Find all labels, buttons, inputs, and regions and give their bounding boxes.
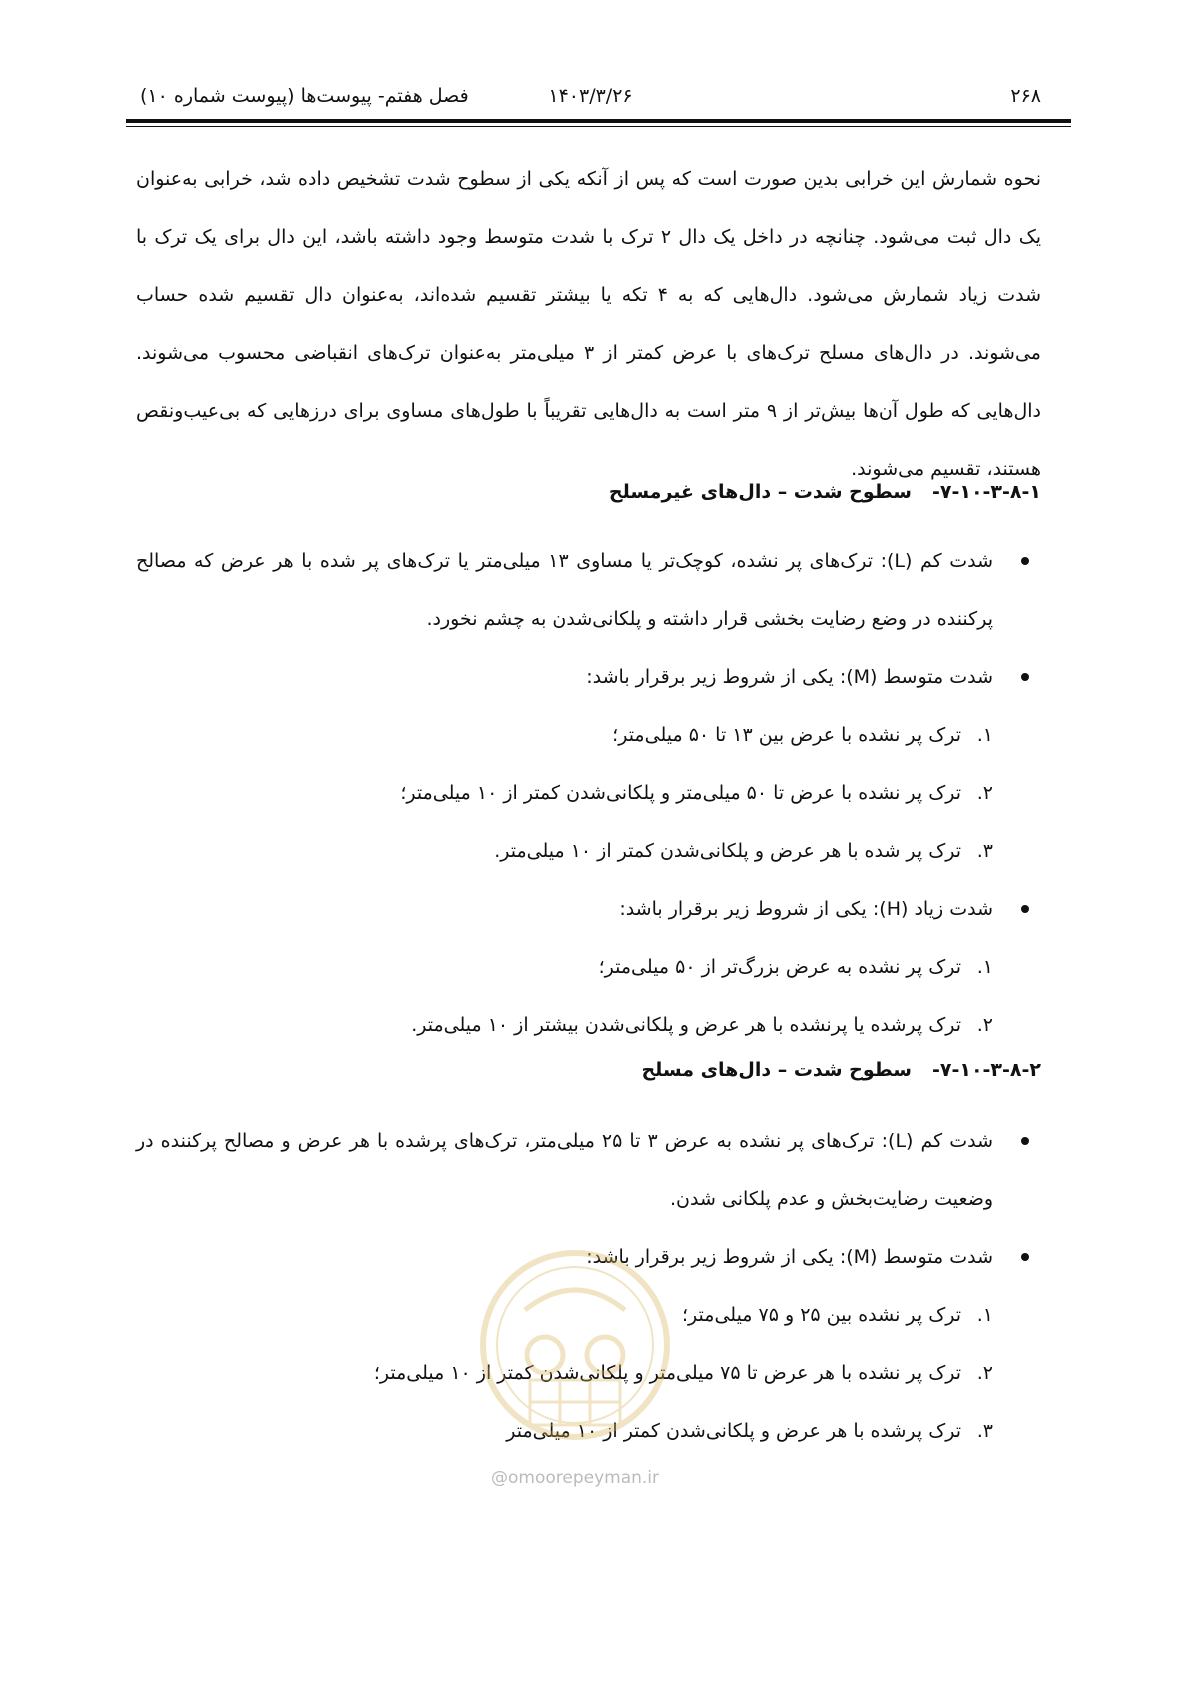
list-item: ۳.ترک پرشده با هر عرض و پلکانی‌شدن کمتر از ۱۰ میلی‌متر [506, 1420, 993, 1442]
section-1-list [136, 532, 1041, 1054]
list-item: ۲.ترک پر نشده با عرض تا ۵۰ میلی‌متر و پلکانی‌شدن کمتر از ۱۰ میلی‌متر؛ [400, 782, 993, 804]
page-number: ۲۶۸ [1010, 85, 1041, 107]
section-1-high: شدت زیاد (H): یکی از شروط زیر برقرار باشد: [136, 880, 1041, 938]
section-2-number: ۷-۱۰-۳-۸-۲- [931, 1059, 1041, 1081]
intro-paragraph: نحوه شمارش این خرابی بدین صورت است که پس از آنکه یکی از سطوح شدت تشخیص داده شد، خرابی به‌عنوان یک دال ثبت می‌شود. چنانچه در داخل یک دال ۲ ترک با شدت متوسط وجود داشته باشد، این دال برای یک ترک با شدت زیاد شمارش می‌شود. دال‌هایی که به ۴ تکه یا بیشتر تقسیم شده‌اند، به‌عنوان دال تقسیم شده حساب می‌شوند. در دال‌های مسلح ترک‌های با عرض کمتر از ۳ میلی‌متر به‌عنوان ترک‌های انقباضی محسوب می‌شوند. دال‌هایی که طول آن‌ها بیش‌تر از ۹ متر است به دال‌هایی تقریباً با طول‌های مساوی برای درزهایی که بی‌عیب‌ونقص هستند، تقسیم می‌شوند. [136, 168, 1042, 480]
list-item: ۱.ترک پر نشده با عرض بین ۱۳ تا ۵۰ میلی‌متر؛ [612, 724, 993, 746]
header-rule-thick [126, 119, 1071, 123]
watermark-logo-icon [470, 1240, 680, 1470]
list-item: ۱.ترک پر نشده به عرض بزرگ‌تر از ۵۰ میلی‌متر؛ [598, 956, 993, 978]
header-date: ۱۴۰۳/۳/۲۶ [548, 85, 633, 107]
section-2-medium: شدت متوسط (M): یکی از شروط زیر برقرار باشد: [136, 1228, 1041, 1286]
section-1-heading [609, 472, 1041, 512]
header-chapter: فصل هفتم- پیوست‌ها (پیوست شماره ۱۰) [140, 85, 469, 107]
section-1-number: ۷-۱۰-۳-۸-۱- [931, 481, 1041, 503]
section-1-medium: شدت متوسط (M): یکی از شروط زیر برقرار باشد: [136, 648, 1041, 706]
section-1-low: شدت کم (L): ترک‌های پر نشده، کوچک‌تر یا مساوی ۱۳ میلی‌متر یا ترک‌های پر شده با هر عرض که مصالح پرکننده در وضع رضایت بخشی قرار داشته و پلکانی‌شدن به چشم نخورد. [136, 532, 1041, 648]
list-item: ۱.ترک پر نشده بین ۲۵ و ۷۵ میلی‌متر؛ [682, 1304, 993, 1326]
section-2-title: سطوح شدت – دال‌های مسلح [641, 1059, 912, 1081]
watermark-text: @omoorepeyman.ir [490, 1468, 660, 1488]
list-item: ۲.ترک پرشده یا پرنشده با هر عرض و پلکانی‌شدن بیشتر از ۱۰ میلی‌متر. [411, 1014, 993, 1036]
section-2-heading [641, 1050, 1041, 1090]
section-2-low: شدت کم (L): ترک‌های پر نشده به عرض ۳ تا ۲۵ میلی‌متر، ترک‌های پرشده با هر عرض و مصالح پرکننده در وضعیت رضایت‌بخش و عدم پلکانی شدن. [136, 1112, 1041, 1228]
header-rule-thin [126, 126, 1071, 127]
list-item: ۲.ترک پر نشده با هر عرض تا ۷۵ میلی‌متر و پلکانی‌شدن کمتر از ۱۰ میلی‌متر؛ [373, 1362, 993, 1384]
list-item: ۳.ترک پر شده با هر عرض و پلکانی‌شدن کمتر از ۱۰ میلی‌متر. [494, 840, 993, 862]
page-header [140, 76, 1041, 116]
section-1-title: سطوح شدت – دال‌های غیرمسلح [608, 481, 912, 503]
